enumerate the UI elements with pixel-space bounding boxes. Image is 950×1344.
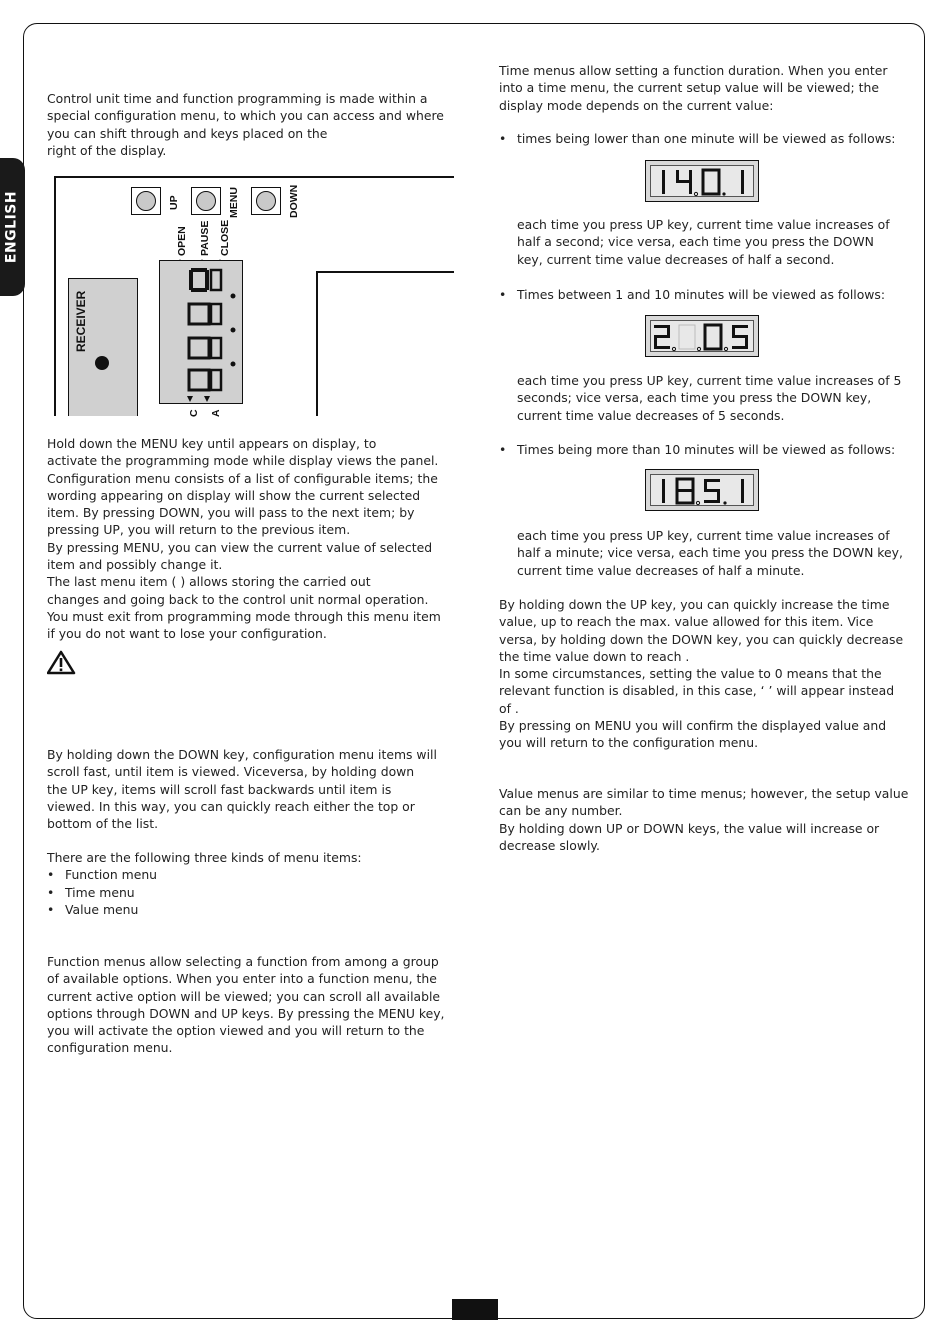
time-case-bullet: • Times being more than 10 minutes will be viewed as follows: — [517, 441, 895, 458]
panel-display-digits — [159, 260, 243, 404]
c-label: C — [188, 409, 200, 417]
led-digits — [646, 316, 760, 358]
time-case-bullet: • times being lower than one minute will be viewed as follows: — [517, 130, 895, 147]
receiver-label: RECEIVER — [74, 290, 88, 352]
kind-time-menu: • Time menu — [65, 884, 135, 901]
time-case-description: each time you press UP key, current time value increases of half a minute; vice versa, each time you press the DOWN key, current time value decreases of half a minute. — [517, 528, 903, 578]
down-button[interactable] — [251, 187, 281, 215]
warning-triangle-icon — [47, 650, 77, 675]
menu-label: MENU — [228, 187, 240, 218]
programming-paragraph: Hold down the MENU key until appears on display, to activate the programming mode while display views the panel. Configuration menu consists of a list of configurable items; the wording appearing on display will show the current selected item. By pressing DOWN, you will pass to the next item; by pressing UP, you will return to the previous item. By pressing MENU, you can view the current value of selected item and possibly change it. The last menu item ( ) allows storing the carried out changes and going back to the control unit normal operation. You must exit from programming mode through this menu item if you do not want to lose your configuration. — [47, 436, 441, 642]
pause-label: PAUSE — [199, 220, 211, 256]
menu-kinds-intro: There are the following three kinds of menu items: — [47, 850, 362, 865]
time-case-description: each time you press UP key, current time value increases of half a second; vice versa, each time you press the DOWN key, current time value decreases of half a second. — [517, 217, 890, 267]
function-menu-paragraph: Function menus allow selecting a function from among a group of available options. When you enter into a function menu, the current active option will be viewed; you can scroll all available options through DOWN and UP keys. By pressing the MENU key, you will activate the option viewed and you will return to the configuration menu. — [47, 954, 445, 1056]
led-display — [645, 160, 759, 202]
time-case-description: each time you press UP key, current time value increases of 5 seconds; vice versa, each time you press the DOWN key, current time value decreases of 5 seconds. — [517, 373, 902, 423]
open-label: OPEN — [176, 226, 188, 256]
led-digits — [646, 161, 760, 203]
language-tab — [0, 158, 25, 296]
intro-paragraph: Control unit time and function programming is made within a special configuration menu, to which you can access and where you can shift through and keys placed on the right of the display. — [47, 91, 444, 158]
holding-paragraph: By holding down the UP key, you can quickly increase the time value, up to reach the max. value allowed for this item. Vice versa, by holding down the DOWN key, you can quickly decrease the time value down to reach . In some circumstances, setting the value to 0 means that the relevant function is disabled, in this case, ‘ ’ will appear instead of . By pressing on MENU you will confirm the displayed value and you will return to the configuration menu. — [499, 597, 904, 751]
value-menu-paragraph: Value menus are similar to time menus; however, the setup value can be any number. By holding down UP or DOWN keys, the value will increase or decrease slowly. — [499, 786, 909, 853]
close-label: CLOSE — [219, 219, 231, 256]
up-button[interactable] — [131, 187, 161, 215]
page-number-box — [452, 1299, 498, 1320]
menu-button[interactable] — [191, 187, 221, 215]
receiver-led — [95, 356, 109, 370]
scroll-paragraph: By holding down the DOWN key, configuration menu items will scroll fast, until item is viewed. Viceversa, by holding down the UP key, items will scroll fast backwards until item is viewed. In this way, you can quickly reach either the top or bottom of the list. — [47, 747, 437, 832]
a-label: A — [210, 409, 222, 417]
language-tab-label: ENGLISH — [3, 190, 20, 264]
up-label: UP — [168, 195, 180, 210]
led-display — [645, 469, 759, 511]
time-menu-intro: Time menus allow setting a function duration. When you enter into a time menu, the current setup value will be viewed; the display mode depends on the current value: — [499, 63, 888, 113]
down-label: DOWN — [288, 184, 300, 218]
led-display — [645, 315, 759, 357]
kind-function-menu: • Function menu — [65, 866, 157, 883]
led-digits — [646, 470, 760, 512]
label-arrows-bottom — [185, 395, 215, 403]
kind-value-menu: • Value menu — [65, 901, 138, 918]
time-case-bullet: • Times between 1 and 10 minutes will be viewed as follows: — [517, 286, 885, 303]
